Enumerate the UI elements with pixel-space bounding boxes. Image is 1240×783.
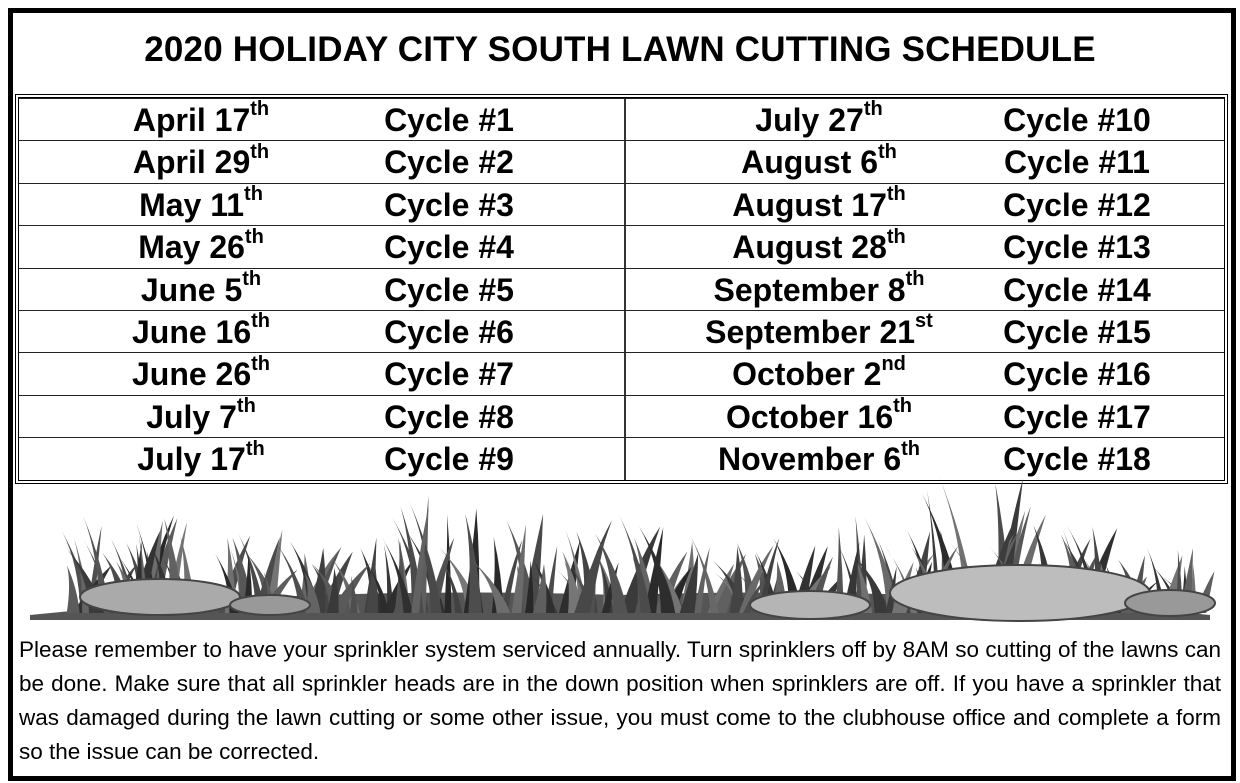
schedule-row (19, 98, 1224, 141)
date-cell (131, 352, 271, 393)
date-cell (146, 395, 256, 436)
date-text: August 28 (732, 229, 887, 266)
cycle-cell: Cycle #13 (1003, 229, 1151, 266)
date-text: June 16 (131, 314, 252, 350)
date-suffix: th (251, 352, 271, 375)
date-text: July 17 (137, 441, 246, 478)
rock (80, 579, 240, 615)
date-text: May 26 (138, 229, 245, 266)
date-suffix: th (250, 140, 270, 163)
date-suffix: th (244, 225, 264, 248)
cycle-cell: Cycle #12 (1003, 186, 1151, 223)
schedule-row (19, 140, 1224, 183)
date-text: July 27 (755, 102, 864, 138)
date-text: August 17 (732, 186, 887, 223)
date-text: May 11 (139, 186, 245, 223)
rock (750, 591, 870, 619)
date-text: July 7 (146, 398, 237, 435)
cycle-cell: Cycle #11 (1004, 144, 1150, 181)
date-cell (755, 98, 883, 139)
date-text: June 5 (140, 271, 243, 308)
date-text: October 16 (725, 398, 894, 435)
schedule-row (19, 395, 1224, 438)
date-cell (713, 267, 925, 309)
schedule-table (15, 94, 1228, 484)
cycle-cell: Cycle #15 (1003, 314, 1151, 350)
date-suffix: th (242, 267, 262, 290)
cycle-cell: Cycle #10 (1003, 102, 1151, 138)
date-suffix: th (251, 310, 271, 333)
date-cell (131, 310, 271, 351)
date-suffix: th (893, 395, 913, 418)
date-suffix: th (244, 183, 263, 206)
date-cell (741, 140, 897, 181)
date-suffix: th (236, 395, 256, 418)
date-suffix: th (886, 183, 906, 206)
date-text: June 26 (131, 356, 252, 393)
date-suffix: th (250, 98, 270, 121)
date-suffix: th (878, 140, 897, 163)
date-text: September 8 (713, 271, 906, 308)
date-cell (725, 395, 913, 436)
date-suffix: th (245, 437, 265, 460)
date-cell (132, 98, 270, 139)
cycle-cell: Cycle #5 (384, 271, 514, 308)
cycle-cell: Cycle #16 (1003, 356, 1151, 393)
schedule-row (19, 225, 1224, 268)
cycle-cell: Cycle #6 (384, 314, 514, 350)
date-suffix: th (886, 225, 906, 248)
date-text: September 21 (705, 314, 916, 350)
notice-text: Please remember to have your sprinkler system serviced annually. Turn sprinklers off by 8AM so cutting of the lawns can be done. Make sure that all sprinkler heads are in the down position when sprinklers are off. If you have a sprinkler that was damaged during the lawn cutting or some other issue, you must come to the clubhouse office and complete a form so the issue can be corrected. (19, 637, 1221, 764)
date-suffix: th (901, 437, 921, 460)
cycle-cell: Cycle #14 (1003, 271, 1151, 308)
date-text: April 17 (132, 102, 251, 138)
date-cell (732, 183, 906, 224)
grass-illustration (20, 455, 1220, 625)
cycle-cell: Cycle #8 (384, 398, 514, 435)
date-text: August 6 (741, 144, 878, 181)
cycle-cell: Cycle #4 (384, 229, 514, 266)
schedule-row (19, 268, 1224, 311)
date-cell (140, 267, 262, 309)
date-cell (732, 225, 906, 266)
cycle-cell: Cycle #17 (1003, 398, 1151, 435)
schedule-row (19, 183, 1224, 226)
date-suffix: th (905, 267, 925, 290)
date-text: November 6 (717, 441, 902, 478)
rock (1125, 590, 1215, 616)
cycle-cell: Cycle #1 (384, 102, 514, 138)
schedule-row (19, 310, 1224, 353)
date-text: October 2 (732, 356, 882, 393)
cycle-cell: Cycle #3 (384, 186, 514, 223)
rock (890, 565, 1150, 621)
date-cell (139, 183, 263, 224)
page-title: 2020 HOLIDAY CITY SOUTH LAWN CUTTING SCHEDULE (144, 30, 1096, 69)
date-cell (132, 140, 270, 181)
date-cell (138, 225, 264, 266)
date-cell (705, 310, 933, 351)
date-suffix: st (915, 310, 933, 333)
rock (230, 595, 310, 615)
schedule-row (19, 352, 1224, 395)
cycle-cell: Cycle #9 (384, 441, 514, 478)
cycle-cell: Cycle #7 (384, 356, 514, 393)
date-suffix: th (863, 98, 883, 121)
cycle-cell: Cycle #2 (384, 144, 514, 181)
date-suffix: nd (881, 352, 906, 375)
date-text: April 29 (132, 144, 251, 181)
date-cell (732, 352, 906, 393)
cycle-cell: Cycle #18 (1003, 441, 1151, 478)
